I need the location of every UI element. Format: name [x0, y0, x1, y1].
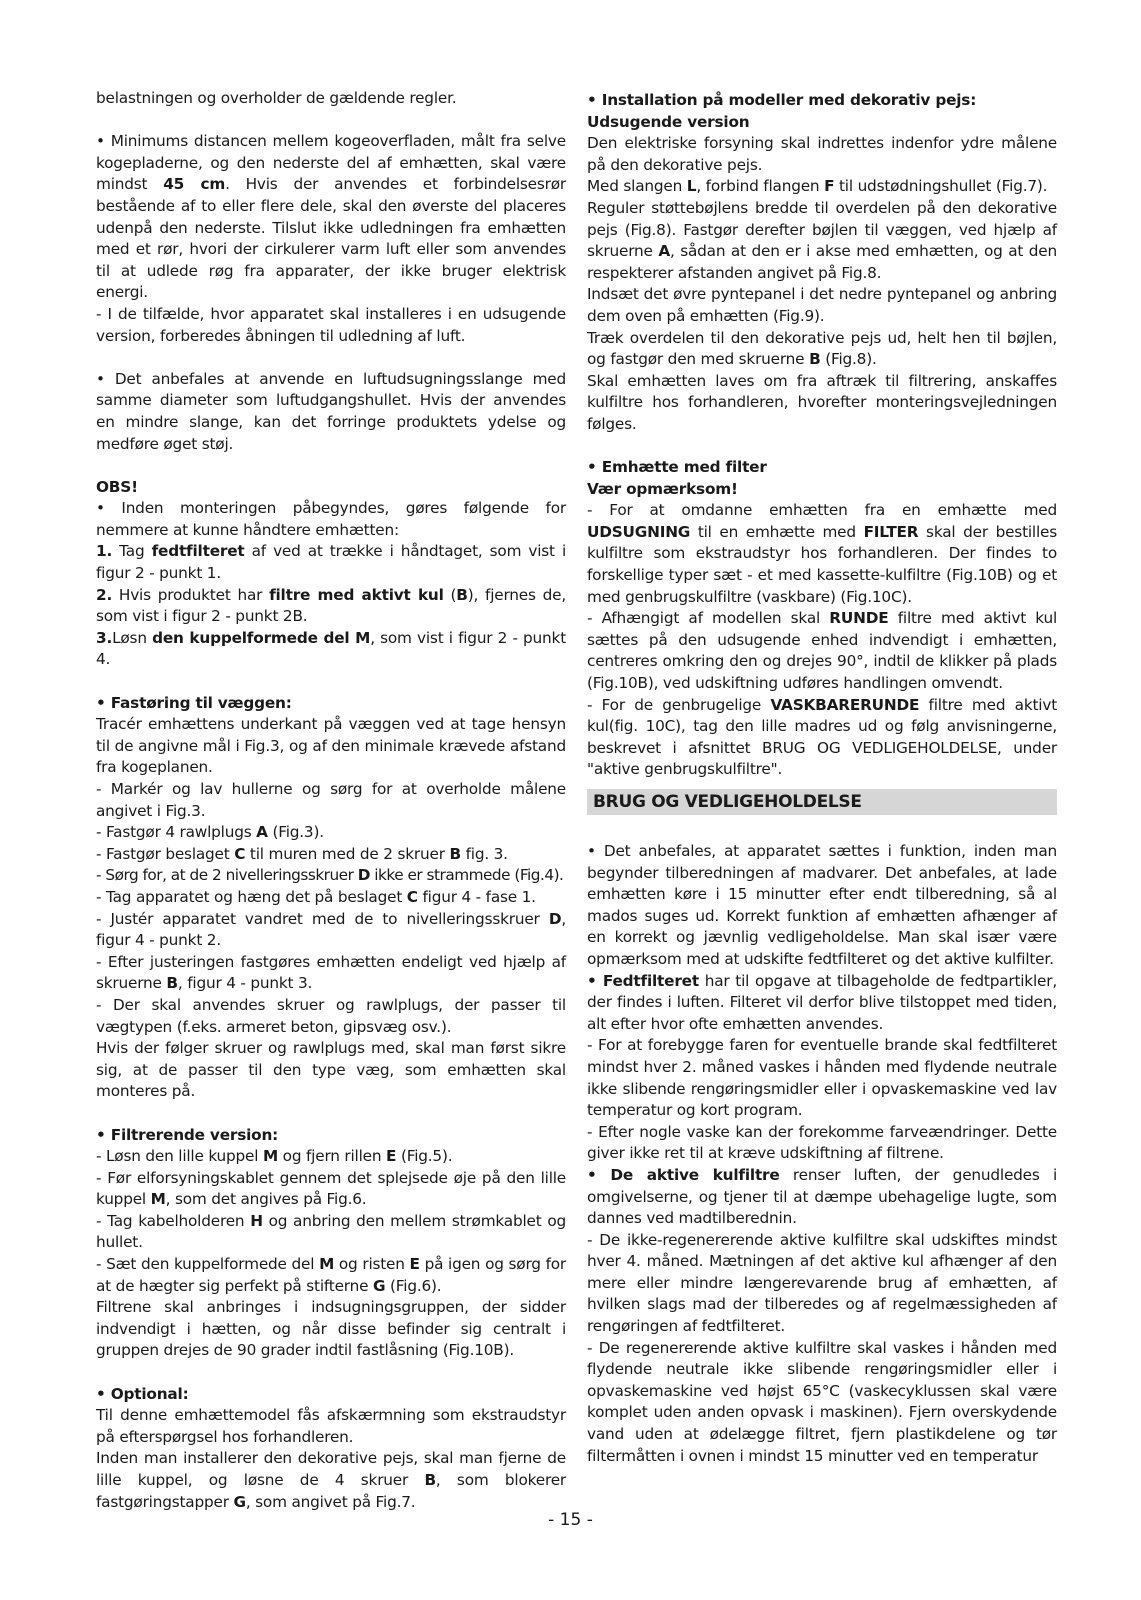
paragraph: - De regenererende aktive kulfiltre skal vaskes i hånden med flydende neutrale ikke slibende rengøringsmidler eller i opvaskemaskine ved højst 65°C (vaskecyklussen skal være komplet uden anden opvask i maskinen). Fjern overskydende vand uden at ødelægge filtret, fjern plastikdelene og tør filtermåtten i ovnen i mindst 15 minutter ved en temperatur [587, 1338, 1057, 1465]
paragraph: Filtrene skal anbringes i indsugningsgruppen, der sidder indvendigt i hætten, og når disse befinder sig centralt i gruppen drejes de 90 grader indtil fastlåsning (Fig.10B). [96, 1298, 566, 1360]
paragraph: - Fastgør 4 rawlplugs A (Fig.3). [96, 823, 324, 842]
paragraph: Til denne emhættemodel fås afskærmning som ekstraudstyr på efterspørgsel hos forhandleren. [96, 1406, 566, 1446]
paragraph: Reguler støttebøjlens bredde til overdelen på den dekorative pejs (Fig.8). Fastgør derefter bøjlen til væggen, ved hjælp af skruerne A, sådan at den er i akse med emhætten, og at den respekterer afstanden angivet på Fig.8. [587, 198, 1057, 282]
paragraph: - Afhængigt af modellen skal RUNDE filtre med aktivt kul sættes på den udsugende enhed indvendigt i emhætten, centreres omkring den og drejes 90°, indtil de klikker på plads (Fig.10B), ved udskiftning udføres handlingen omvendt. [587, 609, 1057, 693]
paragraph: Den elektriske forsyning skal indrettes indenfor ydre målene på den dekorative pejs. [587, 134, 1057, 174]
paragraph: - Sæt den kuppelformede del M og risten E på igen og sørg for at de hægter sig perfekt på stifterne G (Fig.6). [96, 1255, 566, 1295]
paragraph: - I de tilfælde, hvor apparatet skal installeres i en udsugende version, forberedes åbningen til udledning af luft. [96, 304, 566, 345]
left-column [96, 88, 566, 1513]
paragraph: Inden man installerer den dekorative pejs, skal man fjerne de lille kuppel, og løsne de 4 skruer B, som blokerer fastgøringstapper G, som angivet på Fig.7. [96, 1449, 567, 1511]
paragraph: - De ikke-regenererende aktive kulfiltre skal udskiftes mindst hver 4. måned. Mætningen af det aktive kul afhænger af den mere eller mindre længerevarende brug af emhætten, af hvilken slags mad der tilberedes og af regelmæssigheden af rengøringen af fedtfilteret. [587, 1230, 1057, 1336]
paragraph: Indsæt det øvre pyntepanel i det nedre pyntepanel og anbring dem oven på emhætten (Fig.9). [587, 285, 1057, 325]
installation-heading: • Installation på modeller med dekorativ pejs: [587, 91, 977, 109]
paragraph: • De aktive kulfiltre renser luften, der genudledes i omgivelserne, og tjener til at dæmpe ubehagelige lugte, som dannes ved madtilberednin. [587, 1165, 1057, 1228]
paragraph: • Det anbefales, at apparatet sættes i funktion, inden man begynder tilberedningen af madvarer. Det anbefales, at lade emhætten køre i 15 minutter efter endt tilberedning, så al mados suges ud. Korrekt funktion af emhætten afhænger af en korrekt og jævnlig vedligeholdelse. Man skal især være opmærksom med at udskifte fedtfilteret og det aktive kulfilter. [587, 842, 1057, 968]
obs-heading: OBS! [96, 477, 138, 496]
paragraph: - For at forebygge faren for eventuelle brande skal fedtfilteret mindst hver 2. måned vaskes i hånden med flydende neutrale ikke slibende rengøringsmidler eller i opvaskemaskine ved lav temperatur og kort program. [587, 1036, 1057, 1120]
paragraph: - Fastgør beslaget C til muren med de 2 skruer B fig. 3. [96, 844, 508, 863]
paragraph: - Efter justeringen fastgøres emhætten endeligt ved hjælp af skruerne B, figur 4 - punkt 3. [96, 952, 566, 993]
step-2: 2. Hvis produktet har filtre med aktivt kul (B), fjernes de, som vist i figur 2 - punkt 2B. [96, 585, 566, 626]
step-1: 1. Tag fedtfilteret af ved at trække i håndtaget, som vist i figur 2 - punkt 1. [96, 542, 566, 583]
paragraph: - For de genbrugelige VASKBARERUNDE filtre med aktivt kul(fig. 10C), tag den lille madres ud og følg anvisningerne, beskrevet i afsnittet BRUG OG VEDLIGEHOLDELSE, under "aktive genbrugskulfiltre". [587, 695, 1057, 779]
paragraph: • Fedtfilteret har til opgave at tilbageholde de fedtpartikler, der findes i luften. Filteret vil derfor blive tilstoppet med tiden, alt efter hvor ofte emhætten anvendes. [587, 971, 1057, 1033]
page-number: - 15 - [548, 1510, 593, 1530]
paragraph: - Tag apparatet og hæng det på beslaget C figur 4 - fase 1. [96, 887, 536, 906]
wall-mount-heading: • Fastøring til væggen: [96, 693, 292, 712]
installation-subheading: Udsugende version [587, 112, 750, 131]
paragraph: - Markér og lav hullerne og sørg for at overholde målene angivet i Fig.3. [96, 780, 566, 820]
paragraph: • Minimums distancen mellem kogeoverfladen, målt fra selve kogepladerne, og den nederste del af emhætten, skal være mindst 45 cm. Hvis der anvendes et forbindelsesrør bestående af to eller flere dele, skal den øverste del placeres udenpå den nederste. Tilslut ikke udledningen fra emhætten med et rør, hvori der cirkulerer varm luft eller som anvendes til at udlede røg fra apparater, der ikke bruger elektrisk energi. [96, 132, 566, 302]
paragraph: belastningen og overholder de gældende regler. [96, 89, 457, 107]
step-3: 3.Løsn den kuppelformede del M, som vist i figur 2 - punkt 4. [96, 628, 566, 669]
optional-heading: • Optional: [96, 1384, 189, 1403]
filter-version-heading: • Filtrerende version: [96, 1125, 279, 1144]
right-column [587, 90, 1057, 1467]
paragraph: Med slangen L, forbind flangen F til udstødningshullet (Fig.7). [587, 177, 1048, 196]
paragraph: Tracér emhættens underkant på væggen ved at tage hensyn til de angivne mål i Fig.3, og af den minimale krævede afstand fra kogeplanen. [96, 715, 566, 777]
paragraph: - Løsn den lille kuppel M og fjern rillen E (Fig.5). [96, 1147, 453, 1166]
paragraph: - Sørg for, at de 2 nivelleringsskruer D ikke er strammede (Fig.4). [96, 866, 564, 885]
paragraph: Skal emhætten laves om fra aftræk til filtrering, anskaffes kulfiltre hos forhandleren, hvorefter monteringsvejledningen følges. [587, 371, 1057, 433]
paragraph: • Det anbefales at anvende en luftudsugningsslange med samme diameter som luftudgangshullet. Hvis der anvendes en mindre slange, kan det forringe produktets ydelse og medføre øget støj. [96, 369, 566, 453]
attention-heading: Vær opmærksom! [587, 479, 738, 498]
paragraph: - Tag kabelholderen H og anbring den mellem strømkablet og hullet. [96, 1211, 566, 1252]
paragraph: - Efter nogle vaske kan der forekomme farveændringer. Dette giver ikke ret til at kræve udskiftning af filtrene. [587, 1122, 1057, 1163]
paragraph: - Der skal anvendes skruer og rawlplugs, der passer til vægtypen (f.eks. armeret beton, gipsvæg osv.). [96, 995, 566, 1036]
section-heading-use-maintenance: BRUG OG VEDLIGEHOLDELSE [587, 789, 1057, 815]
filter-hood-heading: • Emhætte med filter [587, 458, 767, 477]
paragraph: Træk overdelen til den dekorative pejs ud, helt hen til bøjlen, og fastgør den med skruerne B (Fig.8). [587, 328, 1057, 369]
paragraph: Hvis der følger skruer og rawlplugs med, skal man først sikre sig, at de passer til den type væg, som emhætten skal monteres på. [96, 1039, 566, 1101]
paragraph: - Justér apparatet vandret med de to nivelleringsskruer D, figur 4 - punkt 2. [96, 909, 566, 950]
paragraph: • Inden monteringen påbegyndes, gøres følgende for nemmere at kunne håndtere emhætten: [96, 499, 566, 539]
paragraph: - For at omdanne emhætten fra en emhætte med UDSUGNING til en emhætte med FILTER skal der bestilles kulfiltre som ekstraudstyr hos forhandleren. Der findes to forskellige typer sæt - et med kassette-kulfiltre (Fig.10B) og et med genbrugskulfiltre (vaskbare) (Fig.10C). [587, 501, 1057, 606]
paragraph: - Før elforsyningskablet gennem det splejsede øje på den lille kuppel M, som det angives på Fig.6. [96, 1168, 566, 1209]
